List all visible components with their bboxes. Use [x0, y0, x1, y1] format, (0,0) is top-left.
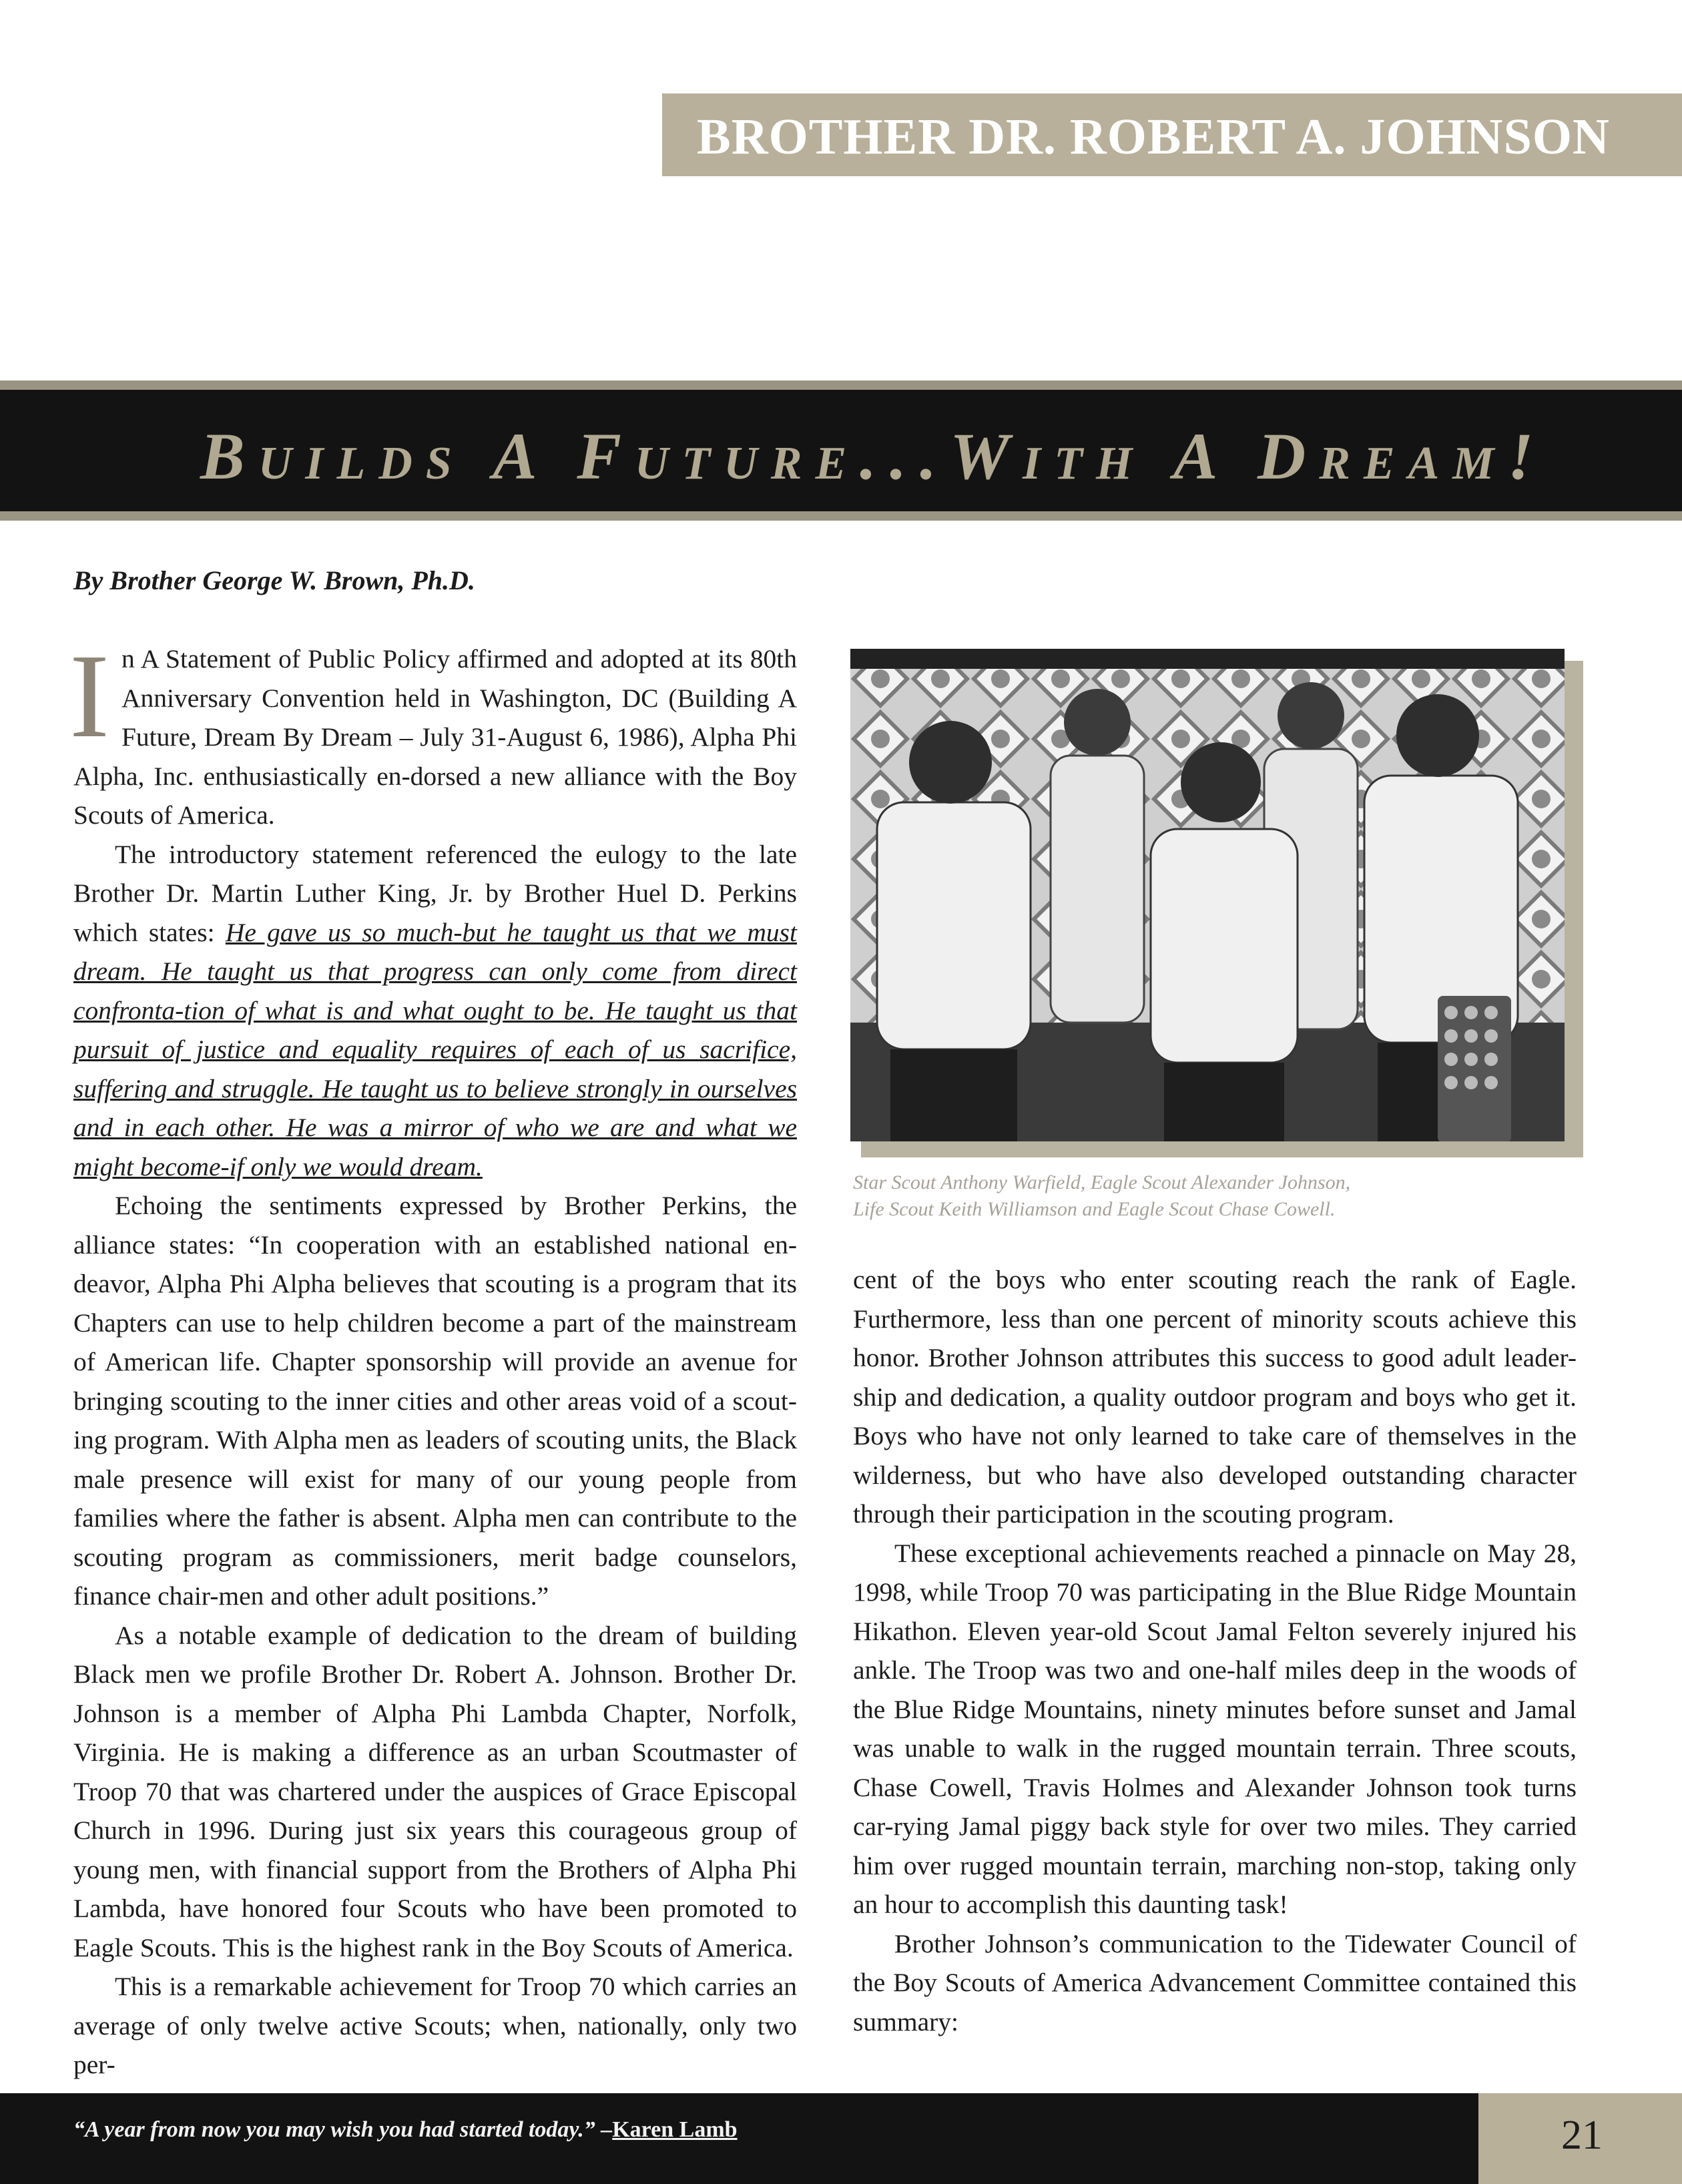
footer-bar [0, 2093, 1478, 2184]
paragraph-4: As a notable example of dedication to the dream of building Black men we profile Brother Dr. Robert A. Johnson. Brother Dr. Johnson is a member of Alpha Phi Lambda Chapter, Norfolk, Virginia. He is making a difference as an urban Scoutmaster of Troop 70 that was chartered under the auspices of Grace Episcopal Church in 1996. During just six years this courageous group of young men, with financial support from the Brothers of Alpha Phi Lambda, have honored four Scouts who have been promoted to Eagle Scouts. This is the highest rank in the Boy Scouts of America. [73, 1620, 797, 1962]
left-column [69, 629, 797, 2085]
drop-cap: I [69, 629, 109, 762]
scouts-photo [850, 649, 1565, 1141]
title-band [0, 380, 1682, 521]
name-banner [662, 93, 1682, 176]
footer-quote-text: “A year from now you may wish you had started today.” – [73, 2117, 613, 2142]
paragraph-1-text: n A Statement of Public Policy affirmed and adopted at its 80th Anniversary Convention held in Washington, DC (Building A Future, Dream By Dream – July 31-August 6, 1986), Alpha Phi Alpha, Inc. enthusiastically en-dorsed a new alliance with the Boy Scouts of America. [73, 644, 797, 830]
name-banner-text: BROTHER DR. ROBERT A. JOHNSON [697, 109, 1610, 165]
right-column [853, 1260, 1577, 2041]
page-number: 21 [1561, 2113, 1603, 2158]
paragraph-8: Brother Johnson’s communication to the Tidewater Council of the Boy Scouts of America Advancement Committee contained this summary: [853, 1928, 1577, 2036]
article-title: Builds A Future...With A Dream! [200, 419, 1547, 493]
page-number-box [1478, 2093, 1682, 2184]
photo-caption [853, 1169, 1577, 1223]
paragraph-5: This is a remarkable achievement for Troop 70 which carries an average of only twelve active Scouts; when, nationally, only two per- [73, 1972, 797, 2079]
paragraph-2-intro: The introductory statement referenced the eulogy to the late Brother Dr. Martin Luther King, Jr. by Brother Huel D. Perkins which states: [73, 839, 797, 947]
caption-line-2: Life Scout Keith Williamson and Eagle Scout Chase Cowell. [853, 1198, 1336, 1220]
paragraph-3: Echoing the sentiments expressed by Brother Perkins, the alliance states: “In cooperation with an established national en-deavor, Alpha Phi Alpha believes that scouting is a program that its Chapters can use to help children become a part of the mainstream of American life. Chapter sponsorship will provide an avenue for bringing scouting to the inner cities and other areas void of a scout-ing program. With Alpha men as leaders of scouting units, the Black male presence will exist for many of our young people from families where the father is absent. Alpha men can contribute to the scouting program as commissioners, merit badge counselors, finance chair-men and other adult positions.” [73, 1191, 797, 1611]
footer-quote-author: Karen Lamb [612, 2117, 738, 2142]
caption-line-1: Star Scout Anthony Warfield, Eagle Scout Alexander Johnson, [853, 1171, 1351, 1193]
paragraph-2 [73, 835, 797, 1187]
king-eulogy-quote: He gave us so much-but he taught us that we must dream. He taught us that progress can only come from direct confronta-tion of what is and what ought to be. He taught us that pursuit of justice and equality requires of each of us sacrifice, suffering and struggle. He taught us to believe strongly in ourselves and in each other. He was a mirror of who we are and what we might become-if only we would dream. [73, 917, 797, 1181]
paragraph-1 [69, 629, 797, 835]
paragraph-6: cent of the boys who enter scouting reach the rank of Eagle. Furthermore, less than one percent of minority scouts achieve this honor. Brother Johnson attributes this success to good adult leader-ship and dedication, a quality outdoor program and boys who get it. Boys who have not only learned to take care of themselves in the wilderness, but who have also developed outstanding character through their participation in the scouting program. [853, 1265, 1577, 1529]
byline: By Brother George W. Brown, Ph.D. [73, 565, 475, 595]
scouts-photo-image [850, 649, 1565, 1141]
footer-quote [73, 2117, 738, 2143]
paragraph-7: These exceptional achievements reached a pinnacle on May 28, 1998, while Troop 70 was participating in the Blue Ridge Mountain Hikathon. Eleven year-old Scout Jamal Felton severely injured his ankle. The Troop was two and one-half miles deep in the woods of the Blue Ridge Mountains, ninety minutes before sunset and Jamal was unable to walk in the rugged mountain terrain. Three scouts, Chase Cowell, Travis Holmes and Alexander Johnson took turns car-rying Jamal piggy back style for over two miles. They carried him over rugged mountain terrain, marching non-stop, taking only an hour to accomplish this daunting task! [853, 1538, 1577, 1919]
